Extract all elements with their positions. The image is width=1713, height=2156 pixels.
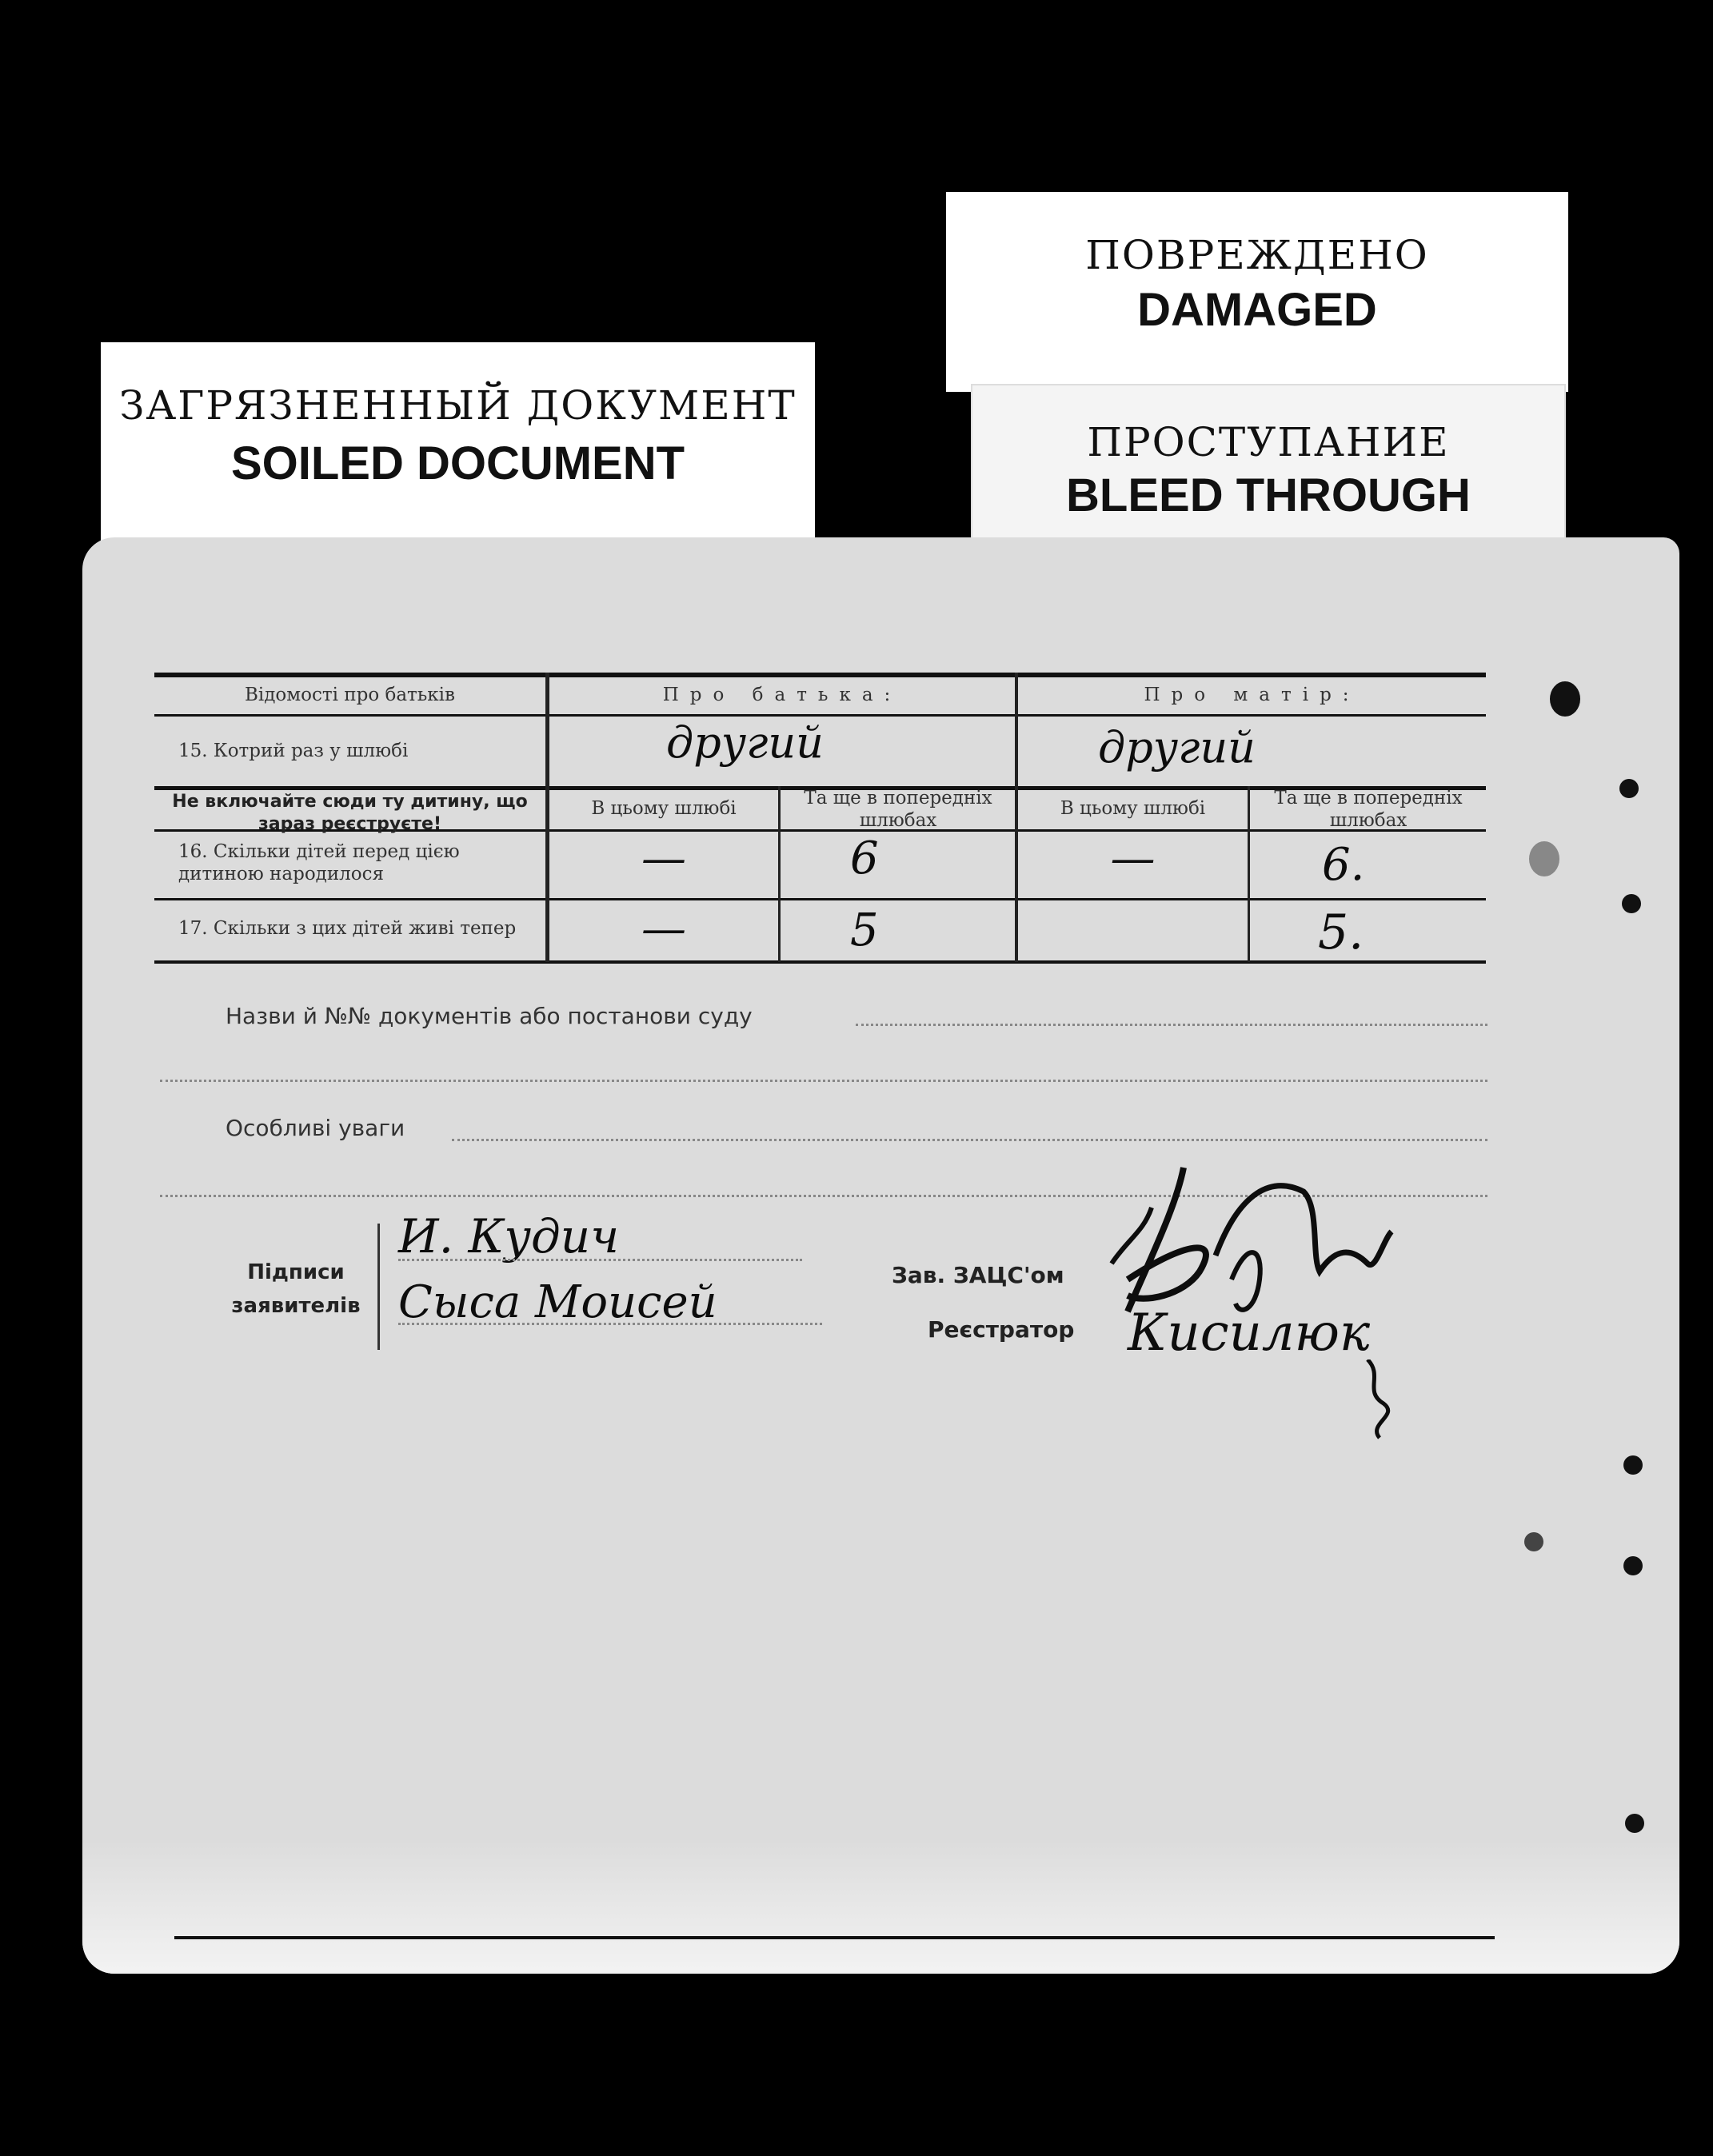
table-vline: [778, 786, 781, 962]
subheader-mother-this: В цьому шлюбі: [1060, 798, 1206, 819]
row16-mother-prev: 6.: [1322, 839, 1365, 891]
dotted-line: [452, 1139, 1487, 1141]
head-label: Зав. ЗАЦС'ом: [892, 1262, 1064, 1288]
subheader-mother-prev: Та ще в попередніх шлюбах: [1274, 788, 1463, 831]
row17-father-this: —: [641, 903, 686, 955]
table-vline: [1248, 786, 1250, 962]
dotted-line: [398, 1323, 822, 1325]
bleed-label-en: BLEED THROUGH: [1066, 469, 1471, 521]
row16-father-this: —: [641, 832, 686, 884]
subheader-father-prev: Та ще в попередніх шлюбах: [804, 788, 992, 831]
table-rule: [154, 898, 1486, 900]
header-father: Про батька:: [662, 685, 902, 705]
binding-hole: [1550, 681, 1580, 717]
applicants-brace: [377, 1224, 380, 1350]
row16-mother-this: —: [1110, 832, 1156, 884]
row15-mother-value: другий: [1098, 722, 1256, 773]
dotted-line: [160, 1080, 1487, 1082]
dotted-line: [398, 1259, 802, 1261]
dotted-line: [856, 1024, 1487, 1026]
notes-label: Особливі уваги: [226, 1115, 405, 1141]
applicant-2-signature: Сыса Моисей: [398, 1276, 717, 1328]
table-top-rule: [154, 673, 1486, 677]
applicants-label-line2: заявителів: [231, 1294, 361, 1318]
header-mother: Про матір:: [1144, 685, 1360, 705]
row16-father-prev: 6: [850, 832, 879, 884]
damaged-label-en: DAMAGED: [1137, 284, 1377, 336]
binding-hole: [1623, 1556, 1643, 1575]
registrar-signature-tail: [1360, 1359, 1408, 1439]
registrar-label: Реєстратор: [928, 1316, 1075, 1343]
row17-mother-prev: 5.: [1318, 904, 1364, 960]
table-rule: [154, 714, 1486, 717]
registrar-signature: Кисилюк: [1128, 1304, 1371, 1363]
head-signature: [1080, 1160, 1400, 1320]
soiled-label-en: SOILED DOCUMENT: [230, 437, 685, 489]
soiled-document-label-card: [101, 342, 815, 550]
table-bottom-rule: [154, 960, 1486, 964]
binding-hole: [1623, 1455, 1643, 1475]
bottom-rule: [174, 1936, 1495, 1939]
damaged-label-ru: ПОВРЕЖДЕНО: [1085, 232, 1429, 278]
row17-father-prev: 5: [850, 904, 879, 956]
row15-father-value: другий: [666, 717, 824, 768]
header-parents: Відомості про батьків: [245, 685, 455, 705]
binding-hole: [1529, 841, 1559, 876]
binding-hole: [1625, 1814, 1644, 1833]
applicants-label-line1: Підписи: [247, 1260, 345, 1284]
bleed-label-ru: ПРОСТУПАНИЕ: [1087, 419, 1450, 465]
binding-hole: [1622, 894, 1641, 913]
row17-label: 17. Скільки з цих дітей живі тепер: [178, 918, 517, 939]
subheader-father-this: В цьому шлюбі: [591, 798, 737, 819]
applicant-1-signature: И. Кудич: [398, 1209, 620, 1264]
applicants-label: [216, 1256, 376, 1323]
sheet-bottom-fade: [82, 1839, 1679, 1974]
row16-label: 16. Скільки дітей перед цією дитиною народилося: [178, 841, 460, 884]
binding-hole: [1619, 779, 1639, 798]
damaged-label-card: [946, 192, 1568, 392]
documents-label: Назви й №№ документів або постанови суду: [226, 1003, 753, 1029]
binding-hole: [1524, 1532, 1543, 1551]
row15-label: 15. Котрий раз у шлюбі: [178, 741, 409, 761]
subheader-note: Не включайте сюди ту дитину, що зараз реєструєте!: [172, 792, 528, 834]
soiled-label-ru: ЗАГРЯЗНЕННЫЙ ДОКУМЕНТ: [119, 382, 797, 429]
